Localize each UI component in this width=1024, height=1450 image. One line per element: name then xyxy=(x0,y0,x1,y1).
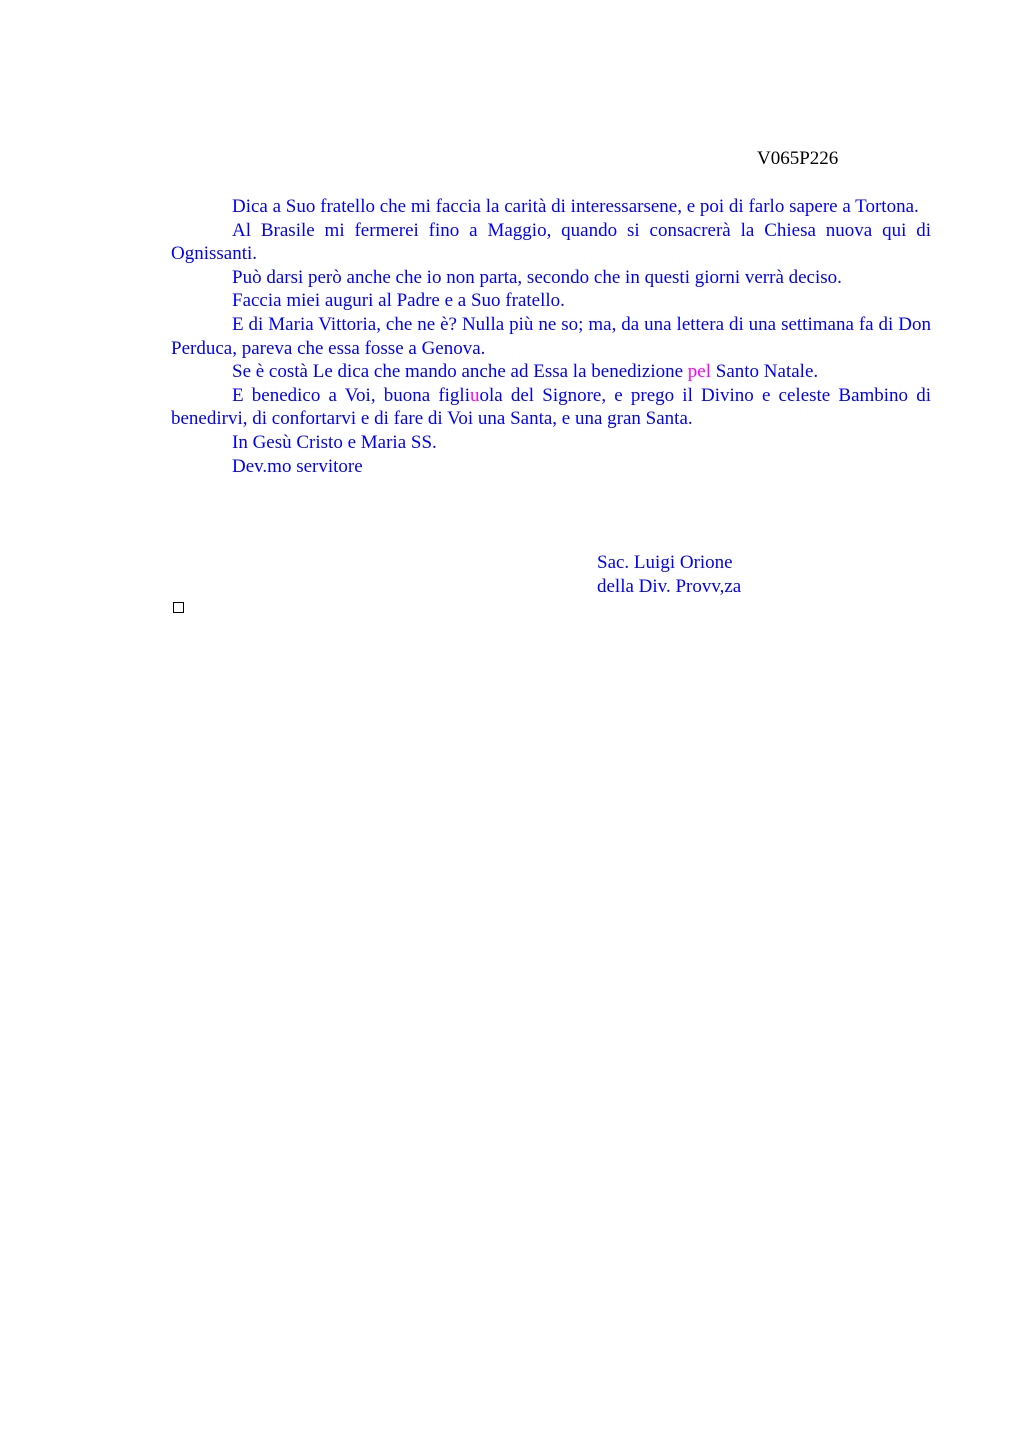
text-segment: Può darsi però anche che io non parta, secondo che in questi giorni verrà deciso. xyxy=(232,266,842,288)
text-segment: Se è costà Le dica che mando anche ad Essa la benedizione xyxy=(232,361,688,383)
signature-title: della Div. Provv,za xyxy=(597,575,742,597)
text-segment: Dica a Suo fratello che mi faccia la carità di interessarsene, e poi di farlo sapere a Tortona. xyxy=(232,196,919,217)
text-segment: ola del Signore, e prego il Divino e celeste Bambino di benedirvi, di confortarvi e di fare di Voi una Santa, e una gran Santa. xyxy=(171,384,932,430)
paragraph-brasile xyxy=(171,219,931,266)
text-segment: Faccia miei auguri al Padre e a Suo fratello. xyxy=(232,290,565,312)
paragraph-maria-vittoria xyxy=(171,313,931,360)
paragraph-blessing xyxy=(171,384,931,431)
text-segment: E benedico a Voi, buona figli xyxy=(232,384,470,406)
paragraph-interest xyxy=(171,195,931,219)
paragraph-christmas-blessing xyxy=(171,360,931,384)
signature-block xyxy=(597,551,741,598)
highlighted-word: pel xyxy=(687,361,712,383)
highlighted-letter: u xyxy=(470,384,480,406)
text-segment: E di Maria Vittoria, che ne è? Nulla più ne so; ma, da una lettera di una settimana fa di Don Perduca, pareva che essa fosse a Genova. xyxy=(171,313,931,359)
text-segment: Dev.mo servitore xyxy=(232,455,363,477)
text-segment: Santo Natale. xyxy=(711,361,819,383)
text-segment: In Gesù Cristo e Maria SS. xyxy=(232,431,437,453)
paragraph-departure xyxy=(171,266,931,290)
paragraph-greetings xyxy=(171,289,931,313)
signature-name: Sac. Luigi Orione xyxy=(597,552,733,573)
page-code: V065P226 xyxy=(757,148,839,169)
paragraph-servant xyxy=(171,455,931,479)
end-marker-square-icon xyxy=(173,602,184,613)
paragraph-closing xyxy=(171,431,931,455)
letter-body xyxy=(171,195,931,478)
text-segment: Al Brasile mi fermerei fino a Maggio, quando si consacrerà la Chiesa nuova qui di Ognissanti. xyxy=(171,219,931,265)
